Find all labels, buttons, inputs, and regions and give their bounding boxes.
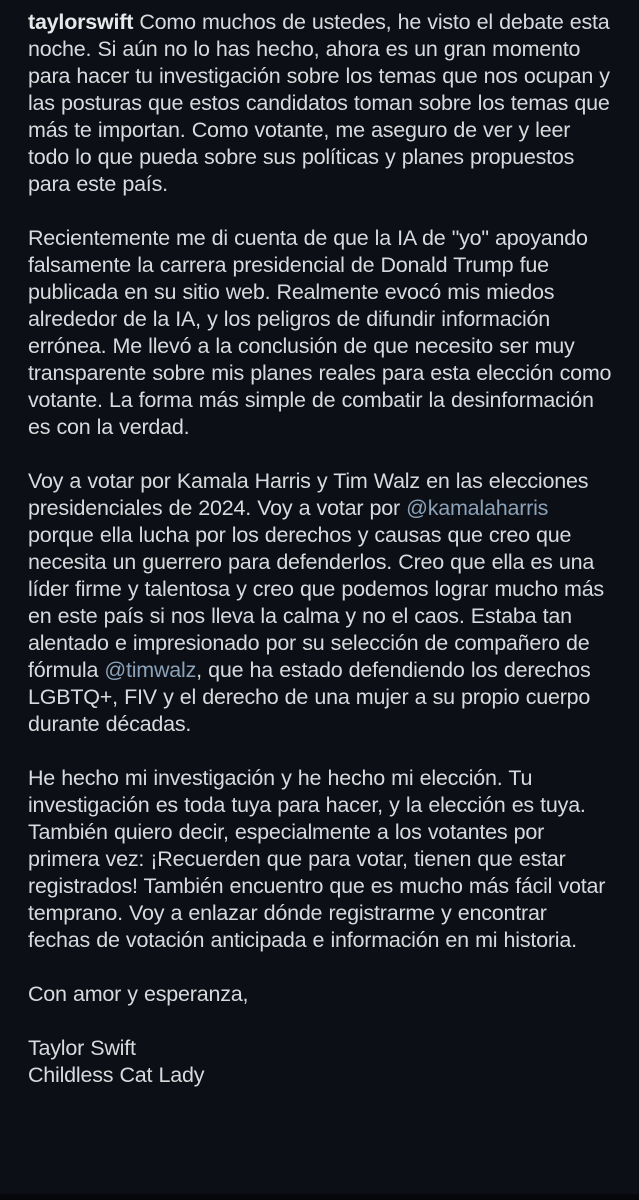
caption-paragraph-endorsement: [28, 468, 612, 738]
caption-paragraph-voting-info: He hecho mi investigación y he hecho mi elección. Tu investigación es toda tuya para hacer, y la elección es tuya. También quiero decir, especialmente a los votantes por primera vez: ¡Recuerden que para votar, tienen que estar registrados! También encuentro que es mucho más fácil votar temprano. Voy a enlazar dónde registrarme y encontrar fechas de votación anticipada e información en mi historia.: [28, 766, 606, 952]
caption-text: porque ella lucha por los derechos y causas que creo que necesita un guerrero para defenderlos. Creo que ella es una líder firme y talentosa y creo que podemos lograr mucho más en este país si nos lleva la calma y no el caos. Estaba tan alentado e impresionado por su selección de compañero de fórmula: [28, 523, 604, 682]
caption-text: , que ha estado defendiendo los derechos LGBTQ+, FIV y el derecho de una mujer a su propio cuerpo durante décadas.: [28, 658, 591, 736]
username-link[interactable]: taylorswift: [28, 10, 134, 34]
caption-paragraph-ai-statement: Recientemente me di cuenta de que la IA de "yo" apoyando falsamente la carrera presidencial de Donald Trump fue publicada en su sitio web. Realmente evocó mis miedos alrededor de la IA, y los peligros de difundir información errónea. Me llevó a la conclusión de que necesito ser muy transparente sobre mis planes reales para esta elección como votante. La forma más simple de combatir la desinformación es con la verdad.: [28, 226, 612, 439]
signature-title: Childless Cat Lady: [28, 1063, 205, 1087]
bottom-edge-strip: [0, 1194, 639, 1200]
caption-closing: Con amor y esperanza,: [28, 982, 249, 1006]
mention-timwalz[interactable]: @timwalz: [104, 658, 197, 682]
caption-signature: [28, 1035, 612, 1089]
caption-text: Como muchos de ustedes, he visto el debate esta noche. Si aún no lo has hecho, ahora es un gran momento para hacer tu investigación sobre los temas que nos ocupan y las posturas que estos candidatos toman sobre los temas que más te importan. Como votante, me aseguro de ver y leer todo lo que pueda sobre sus políticas y planes propuestos para este país.: [28, 10, 610, 196]
signature-name: Taylor Swift: [28, 1036, 136, 1060]
mention-kamalaharris[interactable]: @kamalaharris: [406, 496, 549, 520]
caption-paragraph-intro: [28, 9, 612, 198]
caption-text: Voy a votar por Kamala Harris y Tim Walz en las elecciones presidenciales de 2024. Voy a votar por: [28, 469, 589, 520]
